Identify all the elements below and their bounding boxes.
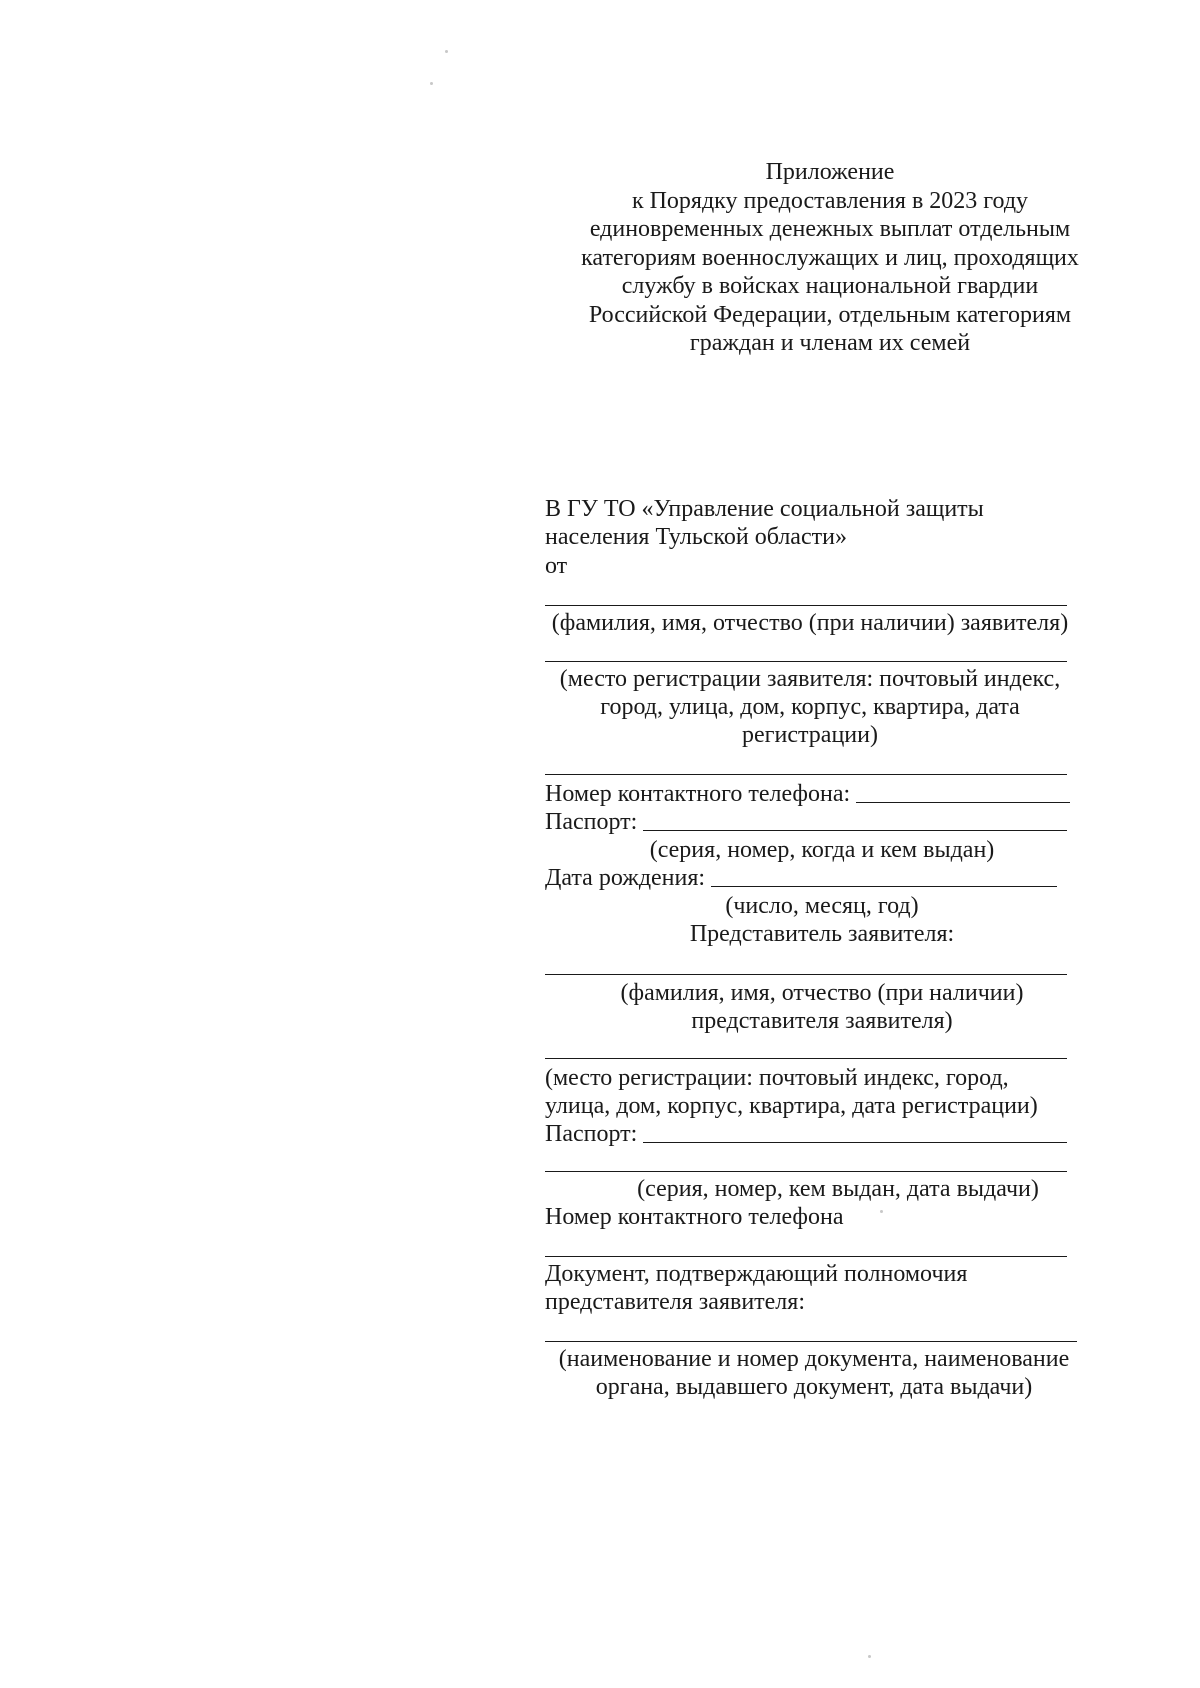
phone-row <box>545 780 1070 808</box>
applicant-address-caption: регистрации) <box>742 722 878 748</box>
rep-passport-field-2[interactable] <box>545 1171 1067 1172</box>
authority-doc-field[interactable] <box>545 1341 1077 1342</box>
rep-address-field[interactable] <box>545 1058 1067 1059</box>
passport-caption: (серия, номер, когда и кем выдан) <box>649 837 995 863</box>
birth-date-field[interactable] <box>711 886 1057 887</box>
scan-speck <box>430 82 433 85</box>
representative-heading: Представитель заявителя: <box>689 921 955 947</box>
passport-field[interactable] <box>643 830 1067 831</box>
applicant-name-field[interactable] <box>545 605 1067 606</box>
rep-passport-row <box>545 1120 1067 1148</box>
applicant-address-caption: город, улица, дом, корпус, квартира, дата <box>600 694 1020 720</box>
rep-phone-label: Номер контактного телефона <box>545 1204 844 1230</box>
appendix-line: службу в войсках национальной гвардии <box>621 273 1039 299</box>
addressee-line: населения Тульской области» <box>545 524 847 550</box>
rep-name-field[interactable] <box>545 974 1067 975</box>
rep-address-caption: (место регистрации: почтовый индекс, город, <box>545 1065 1009 1091</box>
phone-label: Номер контактного телефона: <box>545 781 851 807</box>
authority-doc-label: представителя заявителя: <box>545 1289 805 1315</box>
applicant-address-field-2[interactable] <box>545 774 1067 775</box>
applicant-address-caption: (место регистрации заявителя: почтовый индекс, <box>559 666 1061 692</box>
scan-speck <box>868 1655 871 1658</box>
applicant-address-field[interactable] <box>545 661 1067 662</box>
appendix-title: Приложение <box>765 159 895 185</box>
rep-address-caption: улица, дом, корпус, квартира, дата регистрации) <box>545 1093 1038 1119</box>
authority-doc-caption: органа, выдавшего документ, дата выдачи) <box>595 1374 1033 1400</box>
birth-label: Дата рождения: <box>545 865 706 891</box>
addressee-line: В ГУ ТО «Управление социальной защиты <box>545 496 984 522</box>
scan-speck <box>445 50 448 53</box>
phone-field[interactable] <box>856 802 1070 803</box>
appendix-line: к Порядку предоставления в 2023 году <box>631 187 1029 214</box>
rep-passport-label: Паспорт: <box>545 1121 638 1147</box>
rep-name-caption: (фамилия, имя, отчество (при наличии) <box>620 980 1024 1006</box>
appendix-line: Российской Федерации, отдельным категориям <box>588 301 1072 328</box>
applicant-name-caption: (фамилия, имя, отчество (при наличии) заявителя) <box>551 610 1069 636</box>
rep-phone-field[interactable] <box>545 1256 1067 1257</box>
scan-speck <box>880 1210 883 1213</box>
appendix-line: единовременных денежных выплат отдельным <box>589 216 1071 242</box>
authority-doc-label: Документ, подтверждающий полномочия <box>545 1261 968 1287</box>
appendix-header <box>560 158 1100 358</box>
passport-row <box>545 808 1067 836</box>
birth-caption: (число, месяц, год) <box>725 893 919 919</box>
appendix-line: граждан и членам их семей <box>689 330 971 356</box>
rep-name-caption: представителя заявителя) <box>691 1008 953 1034</box>
from-label: от <box>545 553 568 579</box>
appendix-line: категориям военнослужащих и лиц, проходящих <box>581 244 1079 271</box>
rep-passport-field[interactable] <box>643 1142 1067 1143</box>
rep-passport-caption: (серия, номер, кем выдан, дата выдачи) <box>637 1176 1039 1202</box>
birth-row <box>545 864 1057 892</box>
passport-label: Паспорт: <box>545 809 638 835</box>
authority-doc-caption: (наименование и номер документа, наименование <box>558 1346 1070 1372</box>
